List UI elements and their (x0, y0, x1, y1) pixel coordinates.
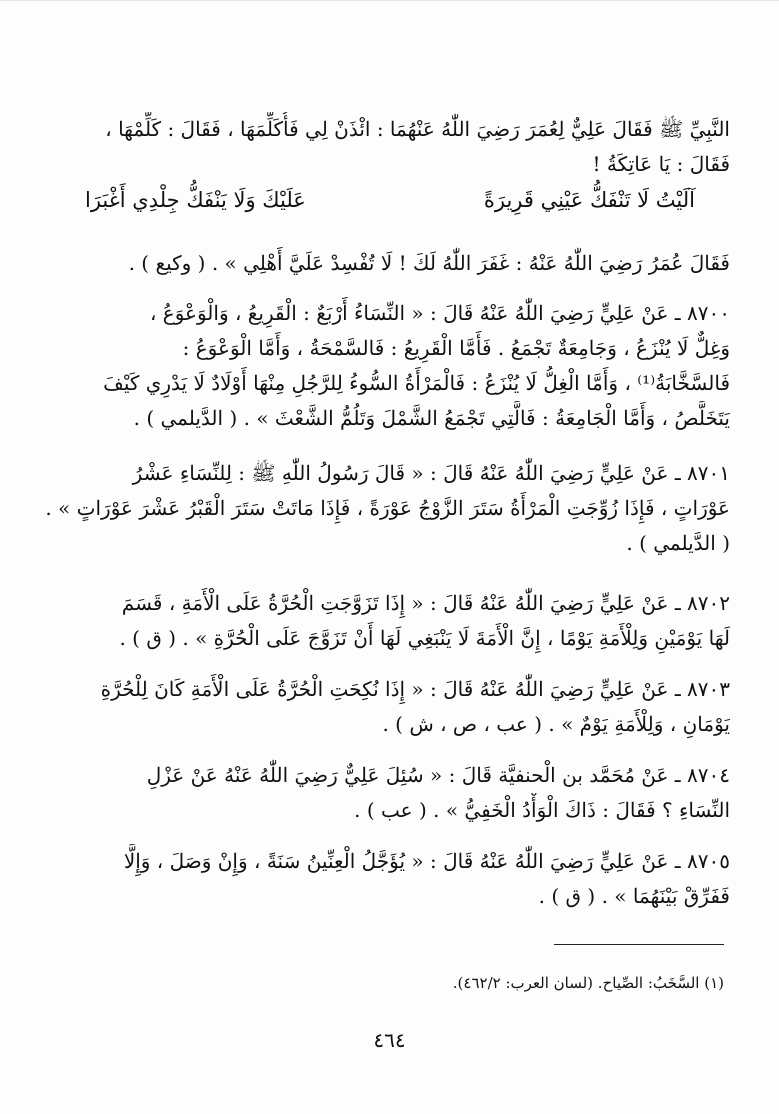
text-line: لَهَا يَوْمَيْنِ وَلِلْأَمَةِ يَوْمًا ، إِنَّ الْأَمَةَ لَا يَنْبَغِي لَهَا أَنْ تَزَوَّجَ عَلَى الْحُرَّةِ » . ( ق ) . (119, 626, 730, 650)
text-line: فَقَالَ : يَا عَاتِكَةُ ! (592, 152, 730, 176)
hadith-entry-8701 (40, 456, 730, 561)
verse-second-hemistich: عَلَيْكَ وَلَا يَنْفَكُّ جِلْدِي أَغْبَرَا (85, 188, 306, 212)
hadith-entry-8702 (40, 586, 730, 656)
text-line: ٨٧٠٣ ـ عَنْ عَلِيٍّ رَضِيَ اللّٰهُ عَنْهُ قَالَ : « إِذَا نُكِحَتِ الْحُرَّةُ عَلَى الْأَمَةِ كَانَ لِلْحُرَّةِ (100, 677, 730, 701)
footnote: (١) السَّخَبُ: الصِّياح. (لسان العرب: ٤٦٢/٢). (452, 974, 724, 992)
intro-paragraph (40, 112, 730, 182)
text-line: يَتَخَلَّصُ ، وَأَمَّا الْجَامِعَةُ : فَالَّتِي تَجْمَعُ الشَّمْلَ وَتَلُمُّ الشَّعْثَ » . ( الدَّيلمي ) . (133, 406, 730, 430)
text-line: ٨٧٠١ ـ عَنْ عَلِيٍّ رَضِيَ اللّٰهُ عَنْهُ قَالَ : « قَالَ رَسُولُ اللّٰهِ ﷺ : لِلنِّسَاءِ عَشْرُ (132, 461, 730, 485)
verse-first-hemistich: آلَيْتُ لَا تَنْفَكُّ عَيْنِي قَرِيرَةً (483, 188, 695, 212)
poetry-verse (85, 188, 695, 228)
text-line: فَقَالَ عُمَرُ رَضِيَ اللّٰهُ عَنْهُ : غَفَرَ اللّٰهُ لَكَ ! لَا تُفْسِدْ عَلَيَّ أَهْلِي » . ( وكيع ) . (128, 251, 730, 275)
text-line: عَوْرَاتٍ ، فَإِذَا زُوِّجَتِ الْمَرْأَةُ سَتَرَ الزَّوْجُ عَوْرَةً ، فَإِذَا مَاتَتْ سَتَرَ الْقَبْرُ عَشْرَ عَوْرَاتٍ » . (45, 496, 730, 520)
text-line: ٨٧٠٤ ـ عَنْ مُحَمَّد بن الْحنفيَّة قَالَ : « سُئِلَ عَلِيٌّ رَضِيَ اللّٰهُ عَنْهُ عَنْ عَزْلِ (146, 763, 730, 787)
text-line: فَالسَّخَّابَةُ⁽¹⁾ ، وَأَمَّا الْغِلُّ لَا يُنْزَعُ : فَالْمَرْأَةُ السُّوءُ لِلرَّجُلِ مِنْهَا أَوْلَادٌ لَا يَدْرِي كَيْفَ (103, 371, 730, 395)
hadith-entry-8705 (40, 844, 730, 914)
text-line: فَفَرِّقْ بَيْنَهُمَا » . ( ق ) . (538, 884, 730, 908)
text-line: ( الدَّيلمي ) . (626, 531, 730, 555)
text-line: النَّبِيِّ ﷺ فَقَالَ عَلِيٌّ لِعُمَرَ رَضِيَ اللّٰهُ عَنْهُمَا : ائْذَنْ لِي فَأُكَلِّمَهَا ، فَقَالَ : كَلِّمْهَا ، (105, 117, 730, 141)
text-line: ٨٧٠٥ ـ عَنْ عَلِيٍّ رَضِيَ اللّٰهُ عَنْهُ قَالَ : « يُؤَجَّلُ الْعِنِّينُ سَنَةً ، وَإِنْ وَصَلَ ، وَإِلَّا (123, 849, 730, 873)
hadith-entry-8700 (40, 296, 730, 436)
text-line: النِّسَاءِ ؟ فَقَالَ : ذَاكَ الْوَأْدُ الْخَفِيُّ » . ( عب ) . (354, 798, 730, 822)
intro-closing-line (40, 246, 730, 281)
hadith-entry-8704 (40, 758, 730, 828)
text-line: ٨٧٠٢ ـ عَنْ عَلِيٍّ رَضِيَ اللّٰهُ عَنْهُ قَالَ : « إِذَا تَزَوَّجَتِ الْحُرَّةُ عَلَى الْأَمَةِ ، قَسَمَ (121, 591, 730, 615)
page-number: ٤٦٤ (373, 1028, 406, 1052)
hadith-entry-8703 (40, 672, 730, 742)
footnote-separator (554, 944, 724, 945)
page-top-edge (0, 0, 779, 1)
text-line: ٨٧٠٠ ـ عَنْ عَلِيٍّ رَضِيَ اللّٰهُ عَنْهُ قَالَ : « النِّسَاءُ أَرْبَعٌ : الْقَرِيعُ ، وَالْوَعْوَعُ ، (149, 301, 730, 325)
text-line: وَغِلٌّ لَا يُنْزَعُ ، وَجَامِعَةٌ تَجْمَعُ . فَأَمَّا الْقَرِيعُ : فَالسَّمْحَةُ ، وَأَمَّا الْوَعْوَعُ : (182, 336, 730, 360)
text-line: يَوْمَانِ ، وَلِلْأَمَةِ يَوْمٌ » . ( عب ، ص ، ش ) . (382, 712, 730, 736)
